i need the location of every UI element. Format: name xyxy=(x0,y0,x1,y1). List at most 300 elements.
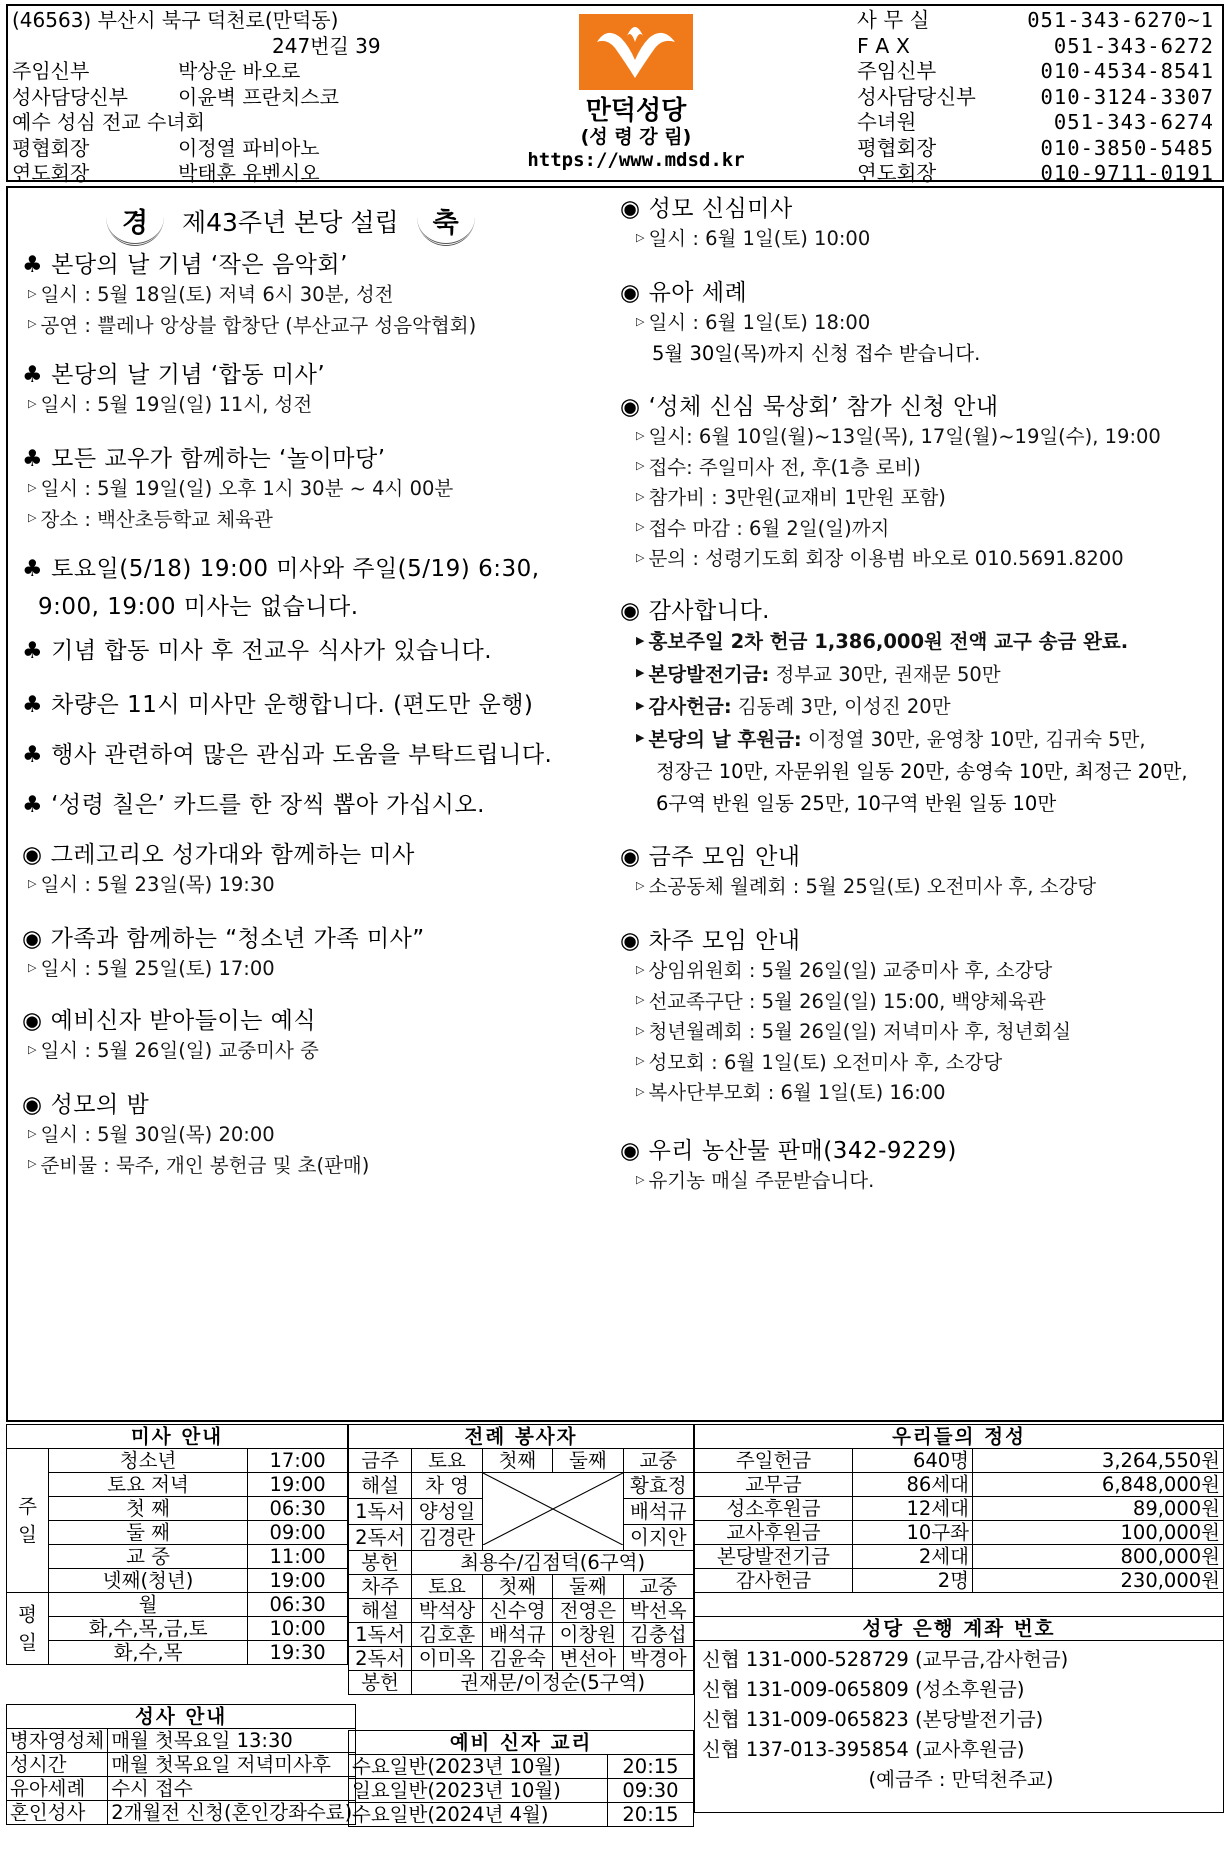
thanks-line xyxy=(620,659,1220,692)
triangle-bullet-icon: ▷ xyxy=(636,1023,645,1037)
triangle-bullet-icon: ▷ xyxy=(636,1054,645,1067)
notice-bullet-icon: ◉ xyxy=(620,598,641,624)
sacrament-time: 수시 접수 xyxy=(108,1777,356,1801)
catechumen-class: 수요일반(2023년 10월) xyxy=(349,1755,608,1779)
triangle-bullet-icon: ▷ xyxy=(28,286,37,300)
servers-table xyxy=(348,1424,694,1695)
notice-detail xyxy=(22,311,622,342)
offering-count: 2명 xyxy=(853,1569,973,1593)
catechumen-time: 20:15 xyxy=(608,1803,694,1827)
servers-head-cell: 첫째 xyxy=(482,1449,552,1473)
notice-title xyxy=(22,840,622,870)
offering-count: 12세대 xyxy=(853,1497,973,1521)
notice-detail xyxy=(620,308,1220,339)
mass-row xyxy=(7,1569,348,1593)
servers-role: 2독서 xyxy=(349,1525,412,1551)
notice-detail-text: 문의 : 성령기도회 회장 이용범 바오로 010.5691.8200 xyxy=(648,547,1124,570)
announcements xyxy=(6,186,1224,1422)
mass-name: 토요 저녁 xyxy=(49,1473,248,1497)
servers-name: 차 영 xyxy=(412,1473,482,1499)
servers-offer-row xyxy=(349,1671,694,1695)
servers-head-cell: 토요 xyxy=(412,1575,482,1599)
bank-account: 신협 131-009-065823 (본당발전기금) xyxy=(702,1708,1044,1731)
notice-title-text: 토요일(5/18) 19:00 미사와 주일(5/19) 6:30, xyxy=(51,556,540,582)
notice-item xyxy=(620,840,1220,903)
thanks-label: 본당발전기금: xyxy=(648,662,770,686)
mass-name: 교 중 xyxy=(49,1545,248,1569)
notice-detail-text: 상임위원회 : 5월 26일(일) 교중미사 후, 소강당 xyxy=(648,959,1053,982)
offering-count: 86세대 xyxy=(853,1473,973,1497)
contact-line xyxy=(857,59,1214,85)
triangle-bullet-icon: ▷ xyxy=(636,428,645,442)
notice-detail xyxy=(620,422,1220,453)
notice-title xyxy=(22,554,622,584)
header-info-line xyxy=(12,85,381,111)
thanks-line xyxy=(620,691,1220,724)
mass-row xyxy=(7,1545,348,1569)
triangle-bullet-icon: ▷ xyxy=(28,876,37,890)
triangle-bullet-icon: ▷ xyxy=(28,960,37,974)
servers-head-cell: 첫째 xyxy=(482,1575,552,1599)
notice-detail xyxy=(620,872,1220,903)
header-info-label: 연도회장 xyxy=(12,161,90,185)
mass-time: 10:00 xyxy=(248,1617,348,1641)
notice-detail xyxy=(620,1078,1220,1109)
notice-detail-text: 일시 : 5월 30일(목) 20:00 xyxy=(40,1123,275,1146)
mass-time: 11:00 xyxy=(248,1545,348,1569)
notice-detail-text: 성모회 : 6월 1일(토) 오전미사 후, 소강당 xyxy=(648,1050,1003,1074)
notice-detail-text: 장소 : 백산초등학교 체육관 xyxy=(40,507,273,531)
offering-count: 640명 xyxy=(853,1449,973,1473)
notice-item xyxy=(22,444,622,535)
header-info-label: 성사담당신부 xyxy=(12,84,128,109)
notice-title-text: 차주 모임 안내 xyxy=(648,928,801,954)
notice-title-text: 그레고리오 성가대와 함께하는 미사 xyxy=(50,842,415,868)
servers-name: 박경아 xyxy=(623,1647,693,1671)
notice-detail-text: 일시 : 5월 26일(일) 교중미사 중 xyxy=(40,1039,319,1062)
mass-time: 17:00 xyxy=(248,1449,348,1473)
header-info-value: 박태훈 유벤시오 xyxy=(178,161,320,185)
sacrament-time: 매월 첫목요일 저녁미사후 xyxy=(108,1753,356,1777)
servers-head-cell: 둘째 xyxy=(553,1449,623,1473)
sacrament-table xyxy=(6,1704,356,1825)
notice-title-text: 우리 농산물 판매(342-9229) xyxy=(648,1138,957,1164)
notice-bullet-icon: ♣ xyxy=(22,252,44,278)
sacrament-name: 병자영성체 xyxy=(7,1729,108,1753)
notice-detail xyxy=(620,224,1220,255)
notice-title xyxy=(620,1136,1220,1166)
mass-name: 첫 째 xyxy=(49,1497,248,1521)
triangle-bullet-icon: ▷ xyxy=(636,993,645,1006)
notice-detail xyxy=(620,514,1220,545)
mass-name: 넷째(청년) xyxy=(49,1569,248,1593)
bank-title: 성당 은행 계좌 번호 xyxy=(695,1617,1224,1641)
offering-amount: 89,000원 xyxy=(973,1497,1224,1521)
notice-title xyxy=(620,278,1220,308)
notice-detail-text: 일시: 6월 10일(월)~13일(목), 17일(월)~19일(수), 19:00 xyxy=(648,425,1161,448)
triangle-bullet-icon: ▶ xyxy=(636,666,645,679)
servers-row xyxy=(349,1647,694,1671)
notice-title-text: 모든 교우가 함께하는 ‘놀이마당’ xyxy=(51,446,386,472)
servers-name: 김충섭 xyxy=(623,1623,693,1647)
offering-table xyxy=(694,1424,1224,1813)
anniversary-badge-right: 축 xyxy=(417,202,475,246)
notice-detail xyxy=(22,870,622,901)
notice-title-text: 감사합니다. xyxy=(648,598,770,624)
notice-title xyxy=(22,360,622,390)
notice-detail xyxy=(22,474,622,505)
notice-detail-text: 일시 : 5월 18일(토) 저녁 6시 30분, 성전 xyxy=(40,283,394,306)
offering-type: 교사후원금 xyxy=(695,1521,853,1545)
notice-title-text: 차량은 11시 미사만 운행합니다. (편도만 운행) xyxy=(51,692,534,718)
servers-name: 박석상 xyxy=(412,1599,482,1623)
notice-detail xyxy=(22,390,622,421)
notice-title-text: 성모의 밤 xyxy=(50,1092,150,1118)
servers-row xyxy=(349,1473,694,1499)
offering-amount: 800,000원 xyxy=(973,1545,1224,1569)
servers-head-row xyxy=(349,1449,694,1473)
notice-detail xyxy=(620,453,1220,484)
notice-title xyxy=(22,790,622,820)
contact-label: 주임신부 xyxy=(857,59,937,83)
sacrament-name: 혼인성사 xyxy=(7,1801,108,1825)
bank-holder: (예금주 : 만덕천주교) xyxy=(868,1768,1054,1791)
mass-name: 월 xyxy=(49,1593,248,1617)
servers-name: 이지안 xyxy=(623,1525,693,1551)
mass-time: 09:00 xyxy=(248,1521,348,1545)
sacrament-row xyxy=(7,1753,356,1777)
mass-name: 화,수,목,금,토 xyxy=(49,1617,248,1641)
mass-row xyxy=(7,1593,348,1617)
servers-name: 양성일 xyxy=(412,1499,482,1525)
notice-detail-text: 청년월례회 : 5월 26일(일) 저녁미사 후, 청년회실 xyxy=(648,1020,1072,1043)
mass-time: 06:30 xyxy=(248,1497,348,1521)
catechumen-row xyxy=(349,1779,694,1803)
notice-item xyxy=(620,924,1220,1109)
offering-type: 주일헌금 xyxy=(695,1449,853,1473)
servers-head-row xyxy=(349,1575,694,1599)
contact-numbers xyxy=(857,8,1214,187)
header-info-value: 이윤벽 프란치스코 xyxy=(178,84,339,109)
servers-head-cell: 교중 xyxy=(623,1575,693,1599)
notice-detail xyxy=(620,1048,1220,1079)
header-info-label: 예수 성심 전교 수녀회 xyxy=(12,110,205,134)
servers-role: 해설 xyxy=(349,1473,412,1499)
servers-row xyxy=(349,1599,694,1623)
catechumen-class: 일요일반(2023년 10월) xyxy=(349,1779,608,1803)
notice-item xyxy=(620,1134,1220,1197)
triangle-bullet-icon: ▷ xyxy=(28,396,37,410)
notice-detail-text: 선교족구단 : 5월 26일(일) 15:00, 백양체육관 xyxy=(648,989,1046,1013)
offering-count: 10구좌 xyxy=(853,1521,973,1545)
catechumen-title: 예비 신자 교리 xyxy=(349,1731,694,1755)
mass-group-weekday: 평일 xyxy=(7,1593,49,1665)
offering-type: 교무금 xyxy=(695,1473,853,1497)
contact-number: 051-343-6270~1 xyxy=(1027,8,1214,32)
triangle-bullet-icon: ▷ xyxy=(28,1126,37,1140)
sacrament-time: 2개월전 신청(혼인강좌수료) xyxy=(108,1801,356,1825)
notice-title xyxy=(620,842,1220,872)
triangle-bullet-icon: ▷ xyxy=(636,459,645,472)
triangle-bullet-icon: ▷ xyxy=(28,1042,37,1056)
notice-detail xyxy=(620,987,1220,1018)
notice-detail-text: 공연 : 쁠레나 앙상블 합창단 (부산교구 성음악협회) xyxy=(40,313,477,337)
sacrament-row xyxy=(7,1777,356,1801)
triangle-bullet-icon: ▷ xyxy=(28,511,37,524)
servers-head-cell: 교중 xyxy=(623,1449,693,1473)
notice-title-text: 본당의 날 기념 ‘작은 음악회’ xyxy=(51,252,348,278)
notice-item xyxy=(22,1090,622,1181)
notice-bullet-icon: ◉ xyxy=(22,926,43,952)
triangle-bullet-icon: ▷ xyxy=(636,520,645,533)
offering-row xyxy=(695,1449,1224,1473)
servers-name: 전영은 xyxy=(553,1599,623,1623)
parish-subtitle: (성 령 강 림) xyxy=(580,126,692,148)
parish-info xyxy=(12,8,381,187)
contact-label: 수녀원 xyxy=(857,110,917,134)
mass-title: 미사 안내 xyxy=(7,1425,348,1449)
notice-item xyxy=(22,740,622,770)
anniversary-badge-left: 경 xyxy=(106,202,164,246)
notice-title xyxy=(22,636,622,666)
notice-bullet-icon: ◉ xyxy=(22,1008,43,1034)
notice-bullet-icon: ◉ xyxy=(620,280,641,306)
notice-bullet-icon: ♣ xyxy=(22,362,44,388)
notice-title xyxy=(620,926,1220,956)
contact-label: F A X xyxy=(857,33,910,58)
sacrament-row xyxy=(7,1729,356,1753)
offering-amount: 3,264,550원 xyxy=(973,1449,1224,1473)
offering-type: 성소후원금 xyxy=(695,1497,853,1521)
mass-row xyxy=(7,1497,348,1521)
servers-head-cell: 둘째 xyxy=(553,1575,623,1599)
servers-role: 해설 xyxy=(349,1599,412,1623)
mass-row xyxy=(7,1521,348,1545)
servers-name: 박선옥 xyxy=(623,1599,693,1623)
notice-item xyxy=(620,594,1220,820)
contact-number: 051-343-6274 xyxy=(1053,110,1214,134)
servers-role: 봉헌 xyxy=(349,1671,412,1695)
mass-time: 06:30 xyxy=(248,1593,348,1617)
notice-title-text: 가족과 함께하는 “청소년 가족 미사” xyxy=(50,926,425,952)
catechumen-class: 수요일반(2024년 4월) xyxy=(349,1803,608,1827)
notice-title xyxy=(22,1090,622,1120)
header-info-label: (46563) 부산시 북구 덕천로(만덕동) xyxy=(12,8,339,32)
mass-group-sunday: 주일 xyxy=(7,1449,49,1593)
servers-head-cell: 토요 xyxy=(412,1449,482,1473)
servers-name: 배석규 xyxy=(623,1499,693,1525)
contact-line xyxy=(857,110,1214,136)
offering-row xyxy=(695,1569,1224,1593)
notice-detail xyxy=(22,1120,622,1151)
servers-offer-row xyxy=(349,1551,694,1575)
triangle-bullet-icon: ▶ xyxy=(636,698,645,712)
servers-name: 김경란 xyxy=(412,1525,482,1551)
notice-bullet-icon: ◉ xyxy=(620,1138,641,1164)
offering-amount: 230,000원 xyxy=(973,1569,1224,1593)
notice-detail-text: 일시 : 5월 19일(일) 11시, 성전 xyxy=(40,393,313,416)
triangle-bullet-icon: ▷ xyxy=(28,317,37,330)
parish-url-link[interactable]: https://www.mdsd.kr xyxy=(527,149,745,171)
servers-name: 이미옥 xyxy=(412,1647,482,1671)
offering-count: 2세대 xyxy=(853,1545,973,1569)
notice-item xyxy=(22,554,622,622)
offering-type: 감사헌금 xyxy=(695,1569,853,1593)
servers-name: 배석규 xyxy=(482,1623,552,1647)
header-info-line xyxy=(12,136,381,162)
notice-bullet-icon: ♣ xyxy=(22,692,44,718)
servers-role: 1독서 xyxy=(349,1623,412,1647)
notice-detail-text: 일시 : 6월 1일(토) 10:00 xyxy=(648,227,871,250)
notice-detail-text: 복사단부모회 : 6월 1일(토) 16:00 xyxy=(648,1081,946,1104)
notice-title xyxy=(22,690,622,720)
notice-bullet-icon: ♣ xyxy=(22,556,44,582)
catechumen-row xyxy=(349,1803,694,1827)
notice-detail-text: 일시 : 5월 25일(토) 17:00 xyxy=(40,957,275,980)
servers-name: 황효정 xyxy=(623,1473,693,1499)
servers-offer-names: 최용수/김점덕(6구역) xyxy=(412,1551,694,1575)
notice-detail-text: 소공동체 월례회 : 5월 25일(토) 오전미사 후, 소강당 xyxy=(648,875,1097,898)
header-info-line xyxy=(12,59,381,85)
bank-account: 신협 131-000-528729 (교무금,감사헌금) xyxy=(702,1648,1069,1671)
parish-logo xyxy=(516,12,756,182)
offering-row xyxy=(695,1497,1224,1521)
notice-detail xyxy=(620,544,1220,575)
notice-title xyxy=(22,924,622,954)
triangle-bullet-icon: ▷ xyxy=(636,314,645,328)
notice-detail-text: 접수: 주일미사 전, 후(1층 로비) xyxy=(648,455,921,479)
contact-line xyxy=(857,34,1214,60)
notice-detail-text: 일시 : 5월 19일(일) 오후 1시 30분 ~ 4시 00분 xyxy=(40,477,454,500)
notice-detail-text: 참가비 : 3만원(교재비 1만원 포함) xyxy=(648,486,946,509)
mass-name: 화,수,목 xyxy=(49,1641,248,1665)
notice-item xyxy=(22,360,622,421)
mass-time: 19:30 xyxy=(248,1641,348,1665)
servers-role: 2독서 xyxy=(349,1647,412,1671)
thanks-label: 홍보주일 2차 헌금 1,386,000원 전액 교구 송금 완료. xyxy=(648,630,1129,653)
offering-row xyxy=(695,1473,1224,1497)
notice-bullet-icon: ♣ xyxy=(22,742,44,768)
contact-label: 성사담당신부 xyxy=(857,84,976,109)
notice-title-text: 예비신자 받아들이는 예식 xyxy=(50,1008,317,1034)
notice-bullet-icon: ◉ xyxy=(22,1092,43,1118)
notice-title xyxy=(620,596,1220,626)
notice-detail-cont: 6구역 반원 일동 25만, 10구역 반원 일동 10만 xyxy=(656,792,1057,815)
servers-role: 1독서 xyxy=(349,1499,412,1525)
notice-detail xyxy=(22,954,622,985)
notice-item xyxy=(620,390,1220,575)
triangle-bullet-icon: ▷ xyxy=(636,489,645,503)
thanks-line xyxy=(620,626,1220,659)
sacrament-title: 성사 안내 xyxy=(7,1705,356,1729)
notice-detail xyxy=(620,483,1220,514)
mass-row xyxy=(7,1473,348,1497)
contact-line xyxy=(857,136,1214,162)
notice-bullet-icon: ◉ xyxy=(620,844,641,870)
triangle-bullet-icon: ▷ xyxy=(636,1084,645,1098)
notice-bullet-icon: ♣ xyxy=(22,792,44,818)
contact-number: 010-3850-5485 xyxy=(1040,135,1214,160)
anniversary-text: 제43주년 본당 설립 xyxy=(181,208,399,237)
thanks-detail: 이정열 30만, 윤영창 10만, 김귀숙 5만, xyxy=(801,727,1146,751)
notice-bullet-icon: ♣ xyxy=(22,446,44,472)
notice-detail xyxy=(22,1151,622,1182)
cross-lines-icon xyxy=(483,1473,623,1545)
notice-item xyxy=(22,1006,622,1067)
notice-item xyxy=(22,250,622,341)
offering-amount: 6,848,000원 xyxy=(973,1473,1224,1497)
notice-detail xyxy=(620,1017,1220,1048)
servers-name: 이창원 xyxy=(553,1623,623,1647)
sacrament-name: 유아세례 xyxy=(7,1777,108,1801)
offering-type: 본당발전기금 xyxy=(695,1545,853,1569)
contact-number: 051-343-6272 xyxy=(1053,33,1214,58)
notice-detail-text: 일시 : 6월 1일(토) 18:00 xyxy=(648,311,871,334)
servers-name: 김호훈 xyxy=(412,1623,482,1647)
offering-row xyxy=(695,1545,1224,1569)
servers-role: 봉헌 xyxy=(349,1551,412,1575)
contact-number: 010-3124-3307 xyxy=(1040,84,1214,109)
notice-detail xyxy=(620,1166,1220,1197)
triangle-bullet-icon: ▶ xyxy=(636,633,645,647)
notice-title xyxy=(22,250,622,280)
servers-head-cell: 금주 xyxy=(349,1449,412,1473)
header-info-label: 평협회장 xyxy=(12,135,90,160)
triangle-bullet-icon: ▶ xyxy=(636,731,645,744)
notice-item xyxy=(620,192,1220,255)
triangle-bullet-icon: ▷ xyxy=(28,1157,37,1170)
servers-crossed-cell xyxy=(482,1473,623,1551)
notice-title-text: 행사 관련하여 많은 관심과 도움을 부탁드립니다. xyxy=(51,742,553,768)
mass-row xyxy=(7,1617,348,1641)
mass-time: 19:00 xyxy=(248,1569,348,1593)
triangle-bullet-icon: ▷ xyxy=(636,962,645,976)
notice-title-text: 본당의 날 기념 ‘합동 미사’ xyxy=(51,362,326,388)
notice-item xyxy=(22,924,622,985)
notice-item xyxy=(22,790,622,820)
notice-title xyxy=(22,740,622,770)
notice-bullet-icon: ◉ xyxy=(620,928,641,954)
contact-number: 010-9711-0191 xyxy=(1040,161,1214,185)
dove-flame-logo-icon xyxy=(577,12,695,92)
header-info-value: 이정열 파비아노 xyxy=(178,135,320,160)
thanks-label: 감사헌금: xyxy=(648,695,732,718)
triangle-bullet-icon: ▷ xyxy=(636,1172,645,1186)
notice-detail-cont: 5월 30일(목)까지 신청 접수 받습니다. xyxy=(652,341,981,365)
offering-row xyxy=(695,1521,1224,1545)
header-info-line xyxy=(12,110,381,136)
catechumen-table xyxy=(348,1730,694,1827)
contact-number: 010-4534-8541 xyxy=(1040,59,1214,83)
anniversary-title xyxy=(106,202,475,246)
notice-bullet-icon: ♣ xyxy=(22,638,44,664)
notice-title-text: ‘성체 신심 묵상회’ 참가 신청 안내 xyxy=(648,394,999,420)
notice-title-text: 기념 합동 미사 후 전교우 식사가 있습니다. xyxy=(51,638,493,664)
notice-title xyxy=(620,392,1220,422)
notice-title xyxy=(22,1006,622,1036)
catechumen-time: 09:30 xyxy=(608,1779,694,1803)
notice-item xyxy=(22,636,622,666)
sacrament-time: 매월 첫목요일 13:30 xyxy=(108,1729,356,1753)
triangle-bullet-icon: ▷ xyxy=(636,550,645,564)
header-info-label: 주임신부 xyxy=(12,59,90,83)
thanks-line xyxy=(620,724,1220,757)
contact-line xyxy=(857,8,1214,34)
notice-detail xyxy=(22,1036,622,1067)
servers-offer-names: 권재문/이정순(5구역) xyxy=(412,1671,694,1695)
notice-bullet-icon: ◉ xyxy=(22,842,43,868)
header xyxy=(6,4,1224,185)
